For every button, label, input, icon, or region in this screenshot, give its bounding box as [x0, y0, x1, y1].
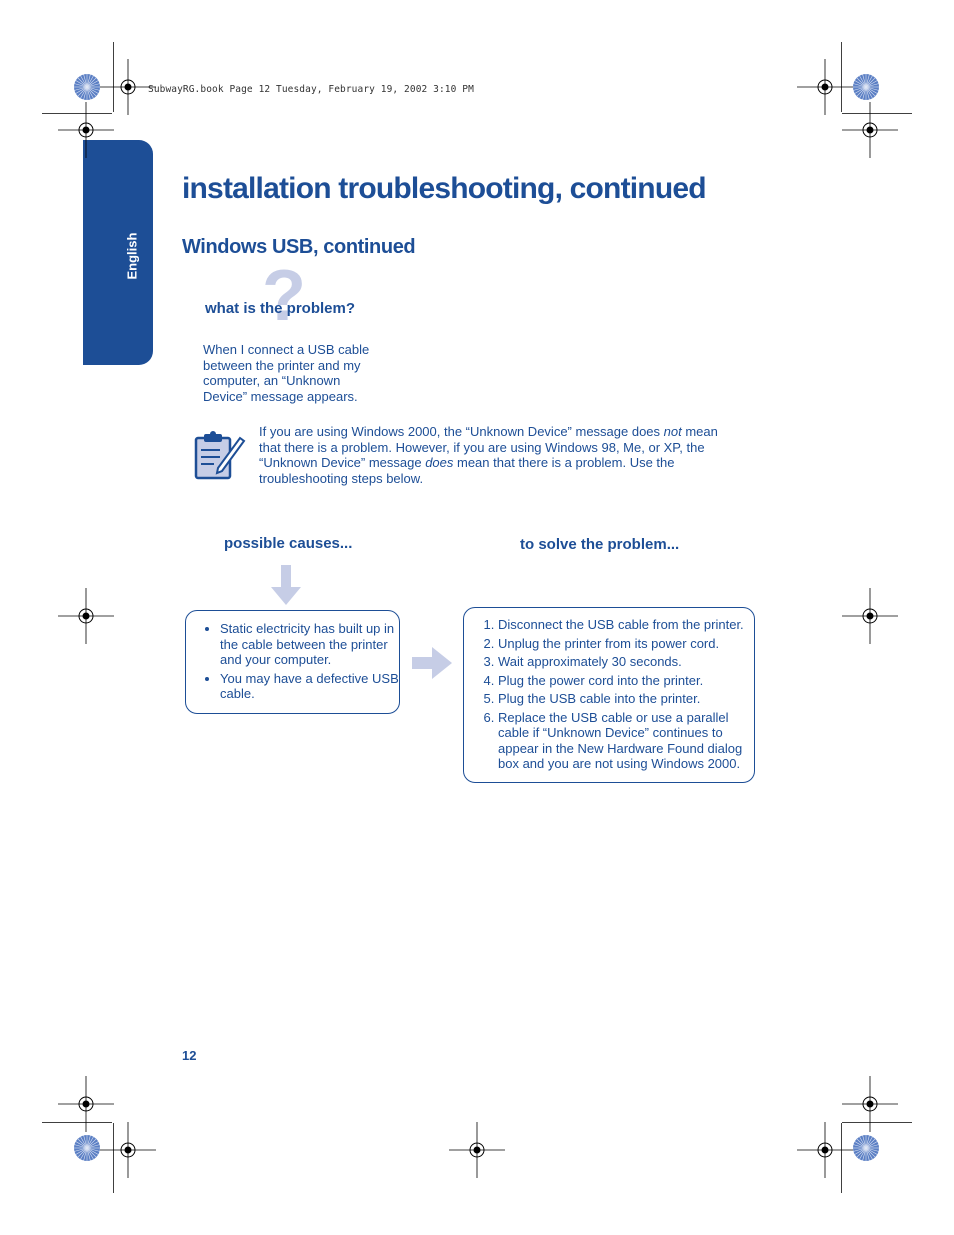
crosshair-icon [842, 588, 898, 644]
language-tab [83, 140, 153, 365]
crosshair-icon [797, 1122, 853, 1178]
color-target-icon [852, 73, 880, 101]
arrow-down-icon [270, 565, 302, 605]
page-title: installation troubleshooting, continued [182, 172, 706, 205]
list-item: 3. Wait approximately 30 seconds. [498, 654, 754, 670]
crosshair-icon [449, 1122, 505, 1178]
crosshair-icon [842, 102, 898, 158]
note-text: If you are using Windows 2000, the “Unknown Device” message does not mean that there is a problem. However, if you are using Windows 98, Me, or XP, the “Unknown Device” message does mean that there is a problem. Use the troubleshooting steps below. [259, 424, 718, 486]
causes-box [185, 610, 400, 714]
solutions-box [463, 607, 755, 783]
causes-list [186, 611, 399, 702]
clipboard-note-icon [190, 428, 246, 484]
list-item: 5. Plug the USB cable into the printer. [498, 691, 754, 707]
question-mark-icon: ? [262, 256, 306, 336]
crosshair-icon [58, 588, 114, 644]
list-item: 4. Plug the power cord into the printer. [498, 673, 754, 689]
print-slug: SubwayRG.book Page 12 Tuesday, February 19, 2002 3:10 PM [148, 84, 474, 95]
problem-description: When I connect a USB cable between the printer and my computer, an “Unknown Device” message appears. [203, 342, 370, 404]
solve-heading: to solve the problem... [520, 536, 680, 553]
crosshair-icon [58, 102, 114, 158]
color-target-icon [852, 1134, 880, 1162]
list-item: 2. Unplug the printer from its power cord. [498, 636, 754, 652]
list-item: • Static electricity has built up in the cable between the printer and your computer. [220, 621, 399, 668]
list-item: 1. Disconnect the USB cable from the printer. [498, 617, 754, 633]
causes-heading: possible causes... [224, 535, 353, 552]
color-target-icon [73, 1134, 101, 1162]
list-item: • You may have a defective USB cable. [220, 671, 399, 702]
crosshair-icon [100, 1122, 156, 1178]
page-number: 12 [182, 1048, 197, 1063]
color-target-icon [73, 73, 101, 101]
solutions-list [464, 608, 754, 772]
section-subtitle: Windows USB, continued [182, 236, 416, 258]
arrow-right-icon [412, 646, 452, 680]
list-item: 6. Replace the USB cable or use a parallel cable if “Unknown Device” continues to appear in the New Hardware Found dialog box and you are not using Windows 2000. [498, 710, 754, 772]
language-tab-label: English [124, 232, 140, 280]
problem-heading: what is the problem? [205, 300, 356, 317]
